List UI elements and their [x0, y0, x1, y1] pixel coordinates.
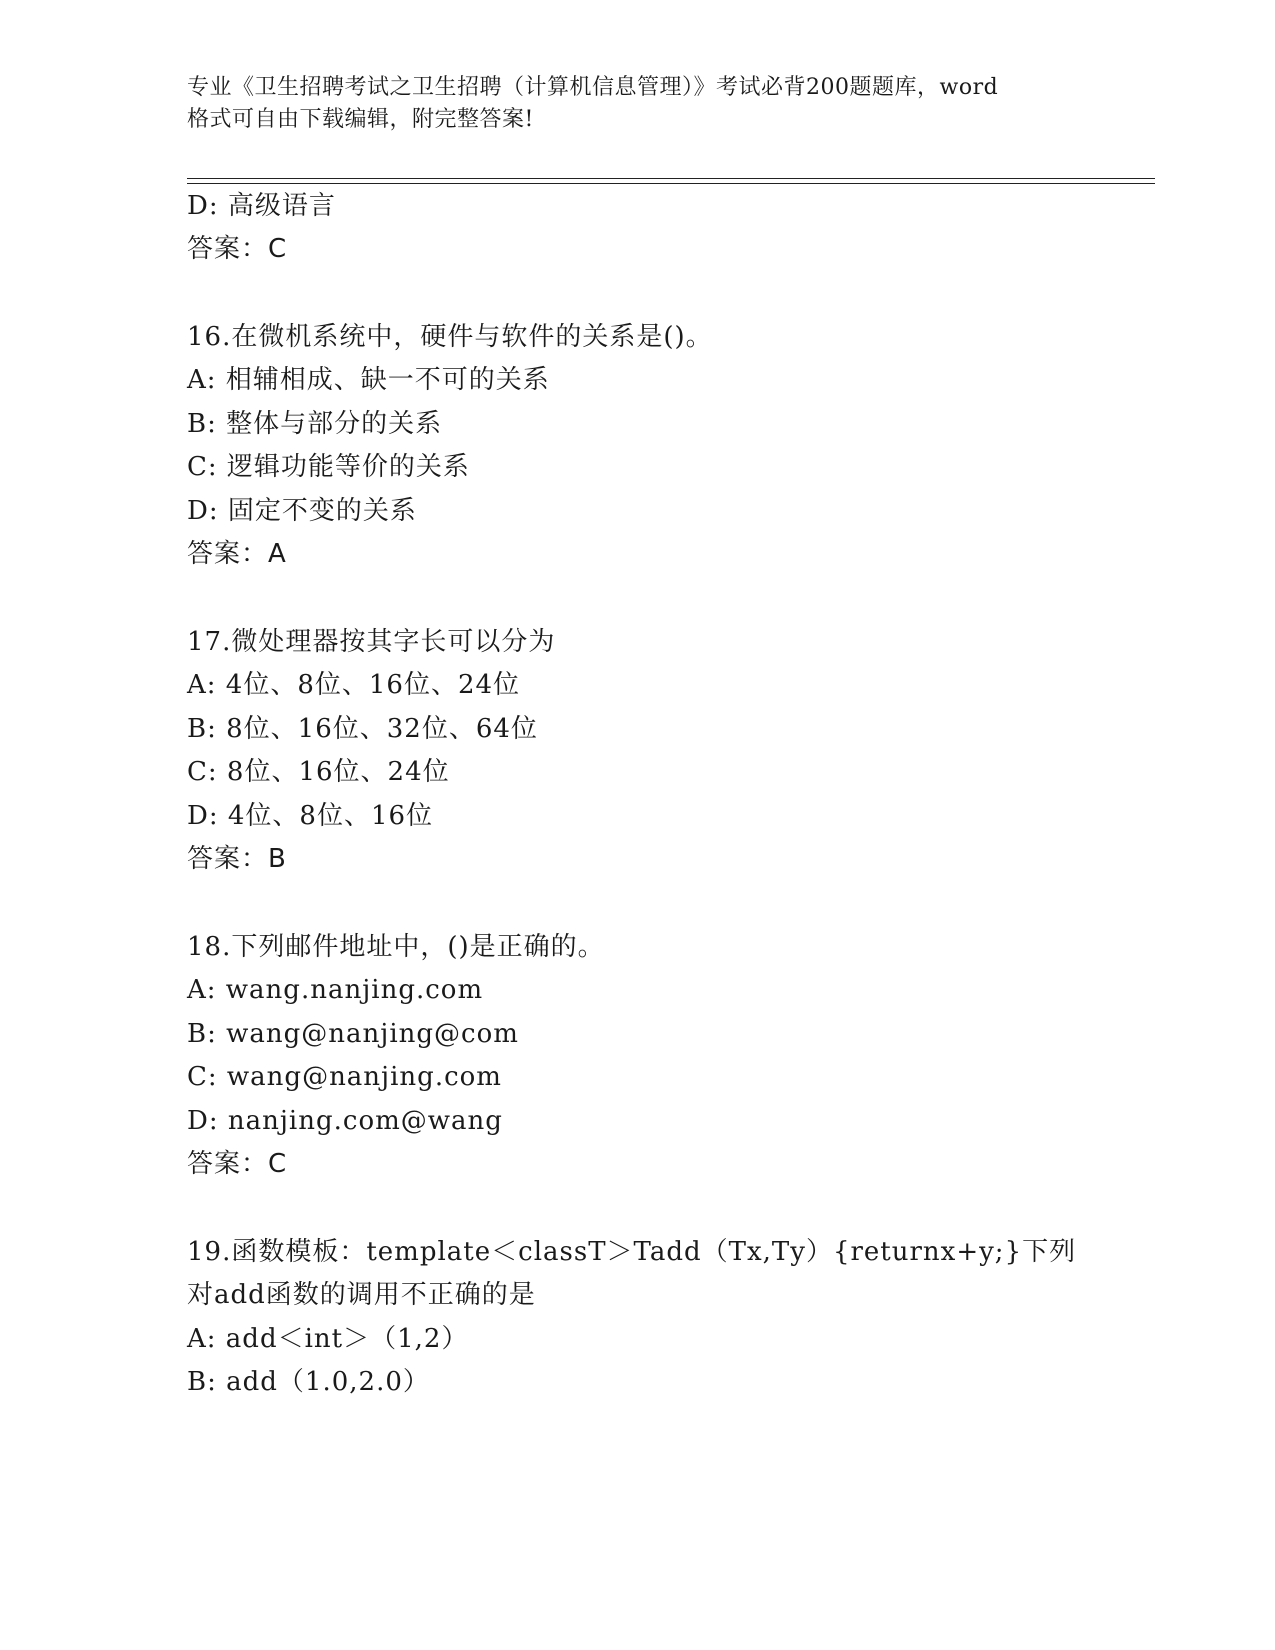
q18-option-d: D: nanjing.com@wang — [187, 1106, 503, 1136]
q18-answer: 答案：C — [187, 1149, 288, 1179]
q19-option-a: A: add＜int＞（1,2） — [187, 1324, 469, 1354]
q17-option-b: B: 8位、16位、32位、64位 — [187, 714, 538, 744]
q16-option-a: A: 相辅相成、缺一不可的关系 — [187, 365, 550, 395]
q18-stem: 18.下列邮件地址中，()是正确的。 — [187, 932, 605, 962]
header-divider-top — [187, 178, 1155, 179]
q16-option-d: D: 固定不变的关系 — [187, 496, 417, 526]
q17-option-a: A: 4位、8位、16位、24位 — [187, 670, 521, 700]
q16-answer: 答案：A — [187, 539, 287, 569]
document-header — [187, 72, 1087, 136]
q18-option-b: B: wang@nanjing@com — [187, 1019, 519, 1049]
q19-stem-line1: 19.函数模板：template＜classT＞Tadd（Tx,Ty）{returnx+y;}下列 — [187, 1237, 1077, 1267]
q17-option-d: D: 4位、8位、16位 — [187, 801, 434, 831]
q17-answer: 答案：B — [187, 844, 287, 874]
q18-option-a: A: wang.nanjing.com — [187, 975, 484, 1005]
q19-stem-line2: 对add函数的调用不正确的是 — [187, 1280, 536, 1310]
q17-stem: 17.微处理器按其字长可以分为 — [187, 627, 556, 657]
q15-option-d: D: 高级语言 — [187, 191, 336, 221]
q15-answer: 答案：C — [187, 234, 288, 264]
header-title-line1: 专业《卫生招聘考试之卫生招聘（计算机信息管理）》考试必背200题题库，word — [187, 75, 999, 100]
q16-option-b: B: 整体与部分的关系 — [187, 409, 443, 439]
q17-option-c: C: 8位、16位、24位 — [187, 757, 450, 787]
header-title-line2: 格式可自由下载编辑，附完整答案! — [187, 107, 534, 132]
q16-stem: 16.在微机系统中，硬件与软件的关系是()。 — [187, 322, 713, 352]
q16-option-c: C: 逻辑功能等价的关系 — [187, 452, 470, 482]
q19-option-b: B: add（1.0,2.0） — [187, 1367, 430, 1397]
header-divider-bottom — [187, 183, 1155, 184]
q18-option-c: C: wang@nanjing.com — [187, 1062, 502, 1092]
